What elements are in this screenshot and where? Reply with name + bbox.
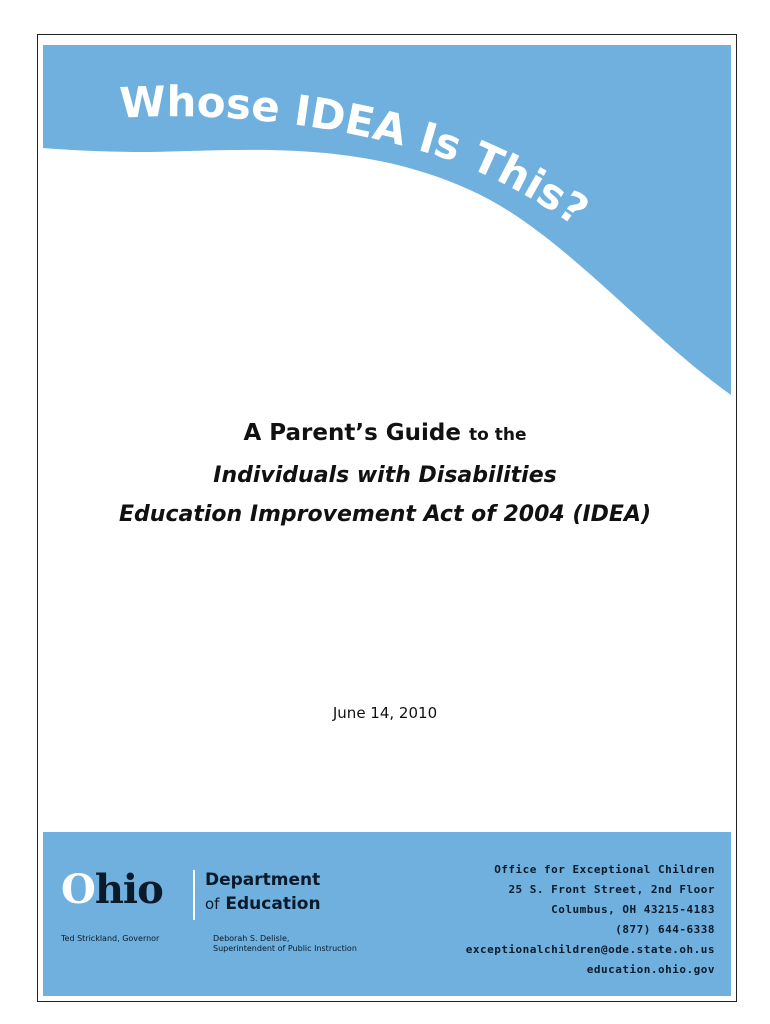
guide-title-line1 [0, 420, 770, 446]
department-label: Department [205, 870, 321, 890]
education-of: of [205, 895, 220, 913]
ohio-logo-rest: hio [94, 866, 163, 913]
email-address: exceptionalchildren@ode.state.oh.us [465, 943, 715, 956]
address-line: 25 S. Front Street, 2nd Floor [508, 883, 715, 896]
superintendent-title: Superintendent of Public Instruction [213, 944, 357, 953]
ohio-logo [61, 866, 163, 913]
guide-title-line2: Individuals with Disabilities [213, 463, 557, 488]
office-address [466, 860, 715, 980]
footer-band [43, 832, 731, 996]
address-line: Office for Exceptional Children [494, 863, 715, 876]
website-address: education.ohio.gov [586, 963, 715, 976]
address-line: Columbus, OH 43215-4183 [551, 903, 715, 916]
logo-divider [193, 870, 195, 920]
cover-title-text: Whose IDEA Is This? [118, 76, 598, 236]
education-label [205, 894, 321, 914]
guide-title-small: to the [469, 425, 527, 445]
phone-number: (877) 644-6338 [615, 923, 715, 936]
guide-title-main: A Parent’s Guide [243, 420, 461, 446]
guide-title-line3: Education Improvement Act of 2004 (IDEA) [119, 502, 651, 527]
cover-title [0, 0, 770, 420]
governor-credit: Ted Strickland, Governor [61, 934, 160, 943]
ohio-logo-o: O [61, 866, 95, 913]
publication-date: June 14, 2010 [332, 704, 438, 722]
education-word: Education [225, 894, 321, 914]
superintendent-name: Deborah S. Delisle, [213, 934, 290, 943]
svg-text:Whose IDEA Is This? [119, 77, 598, 235]
